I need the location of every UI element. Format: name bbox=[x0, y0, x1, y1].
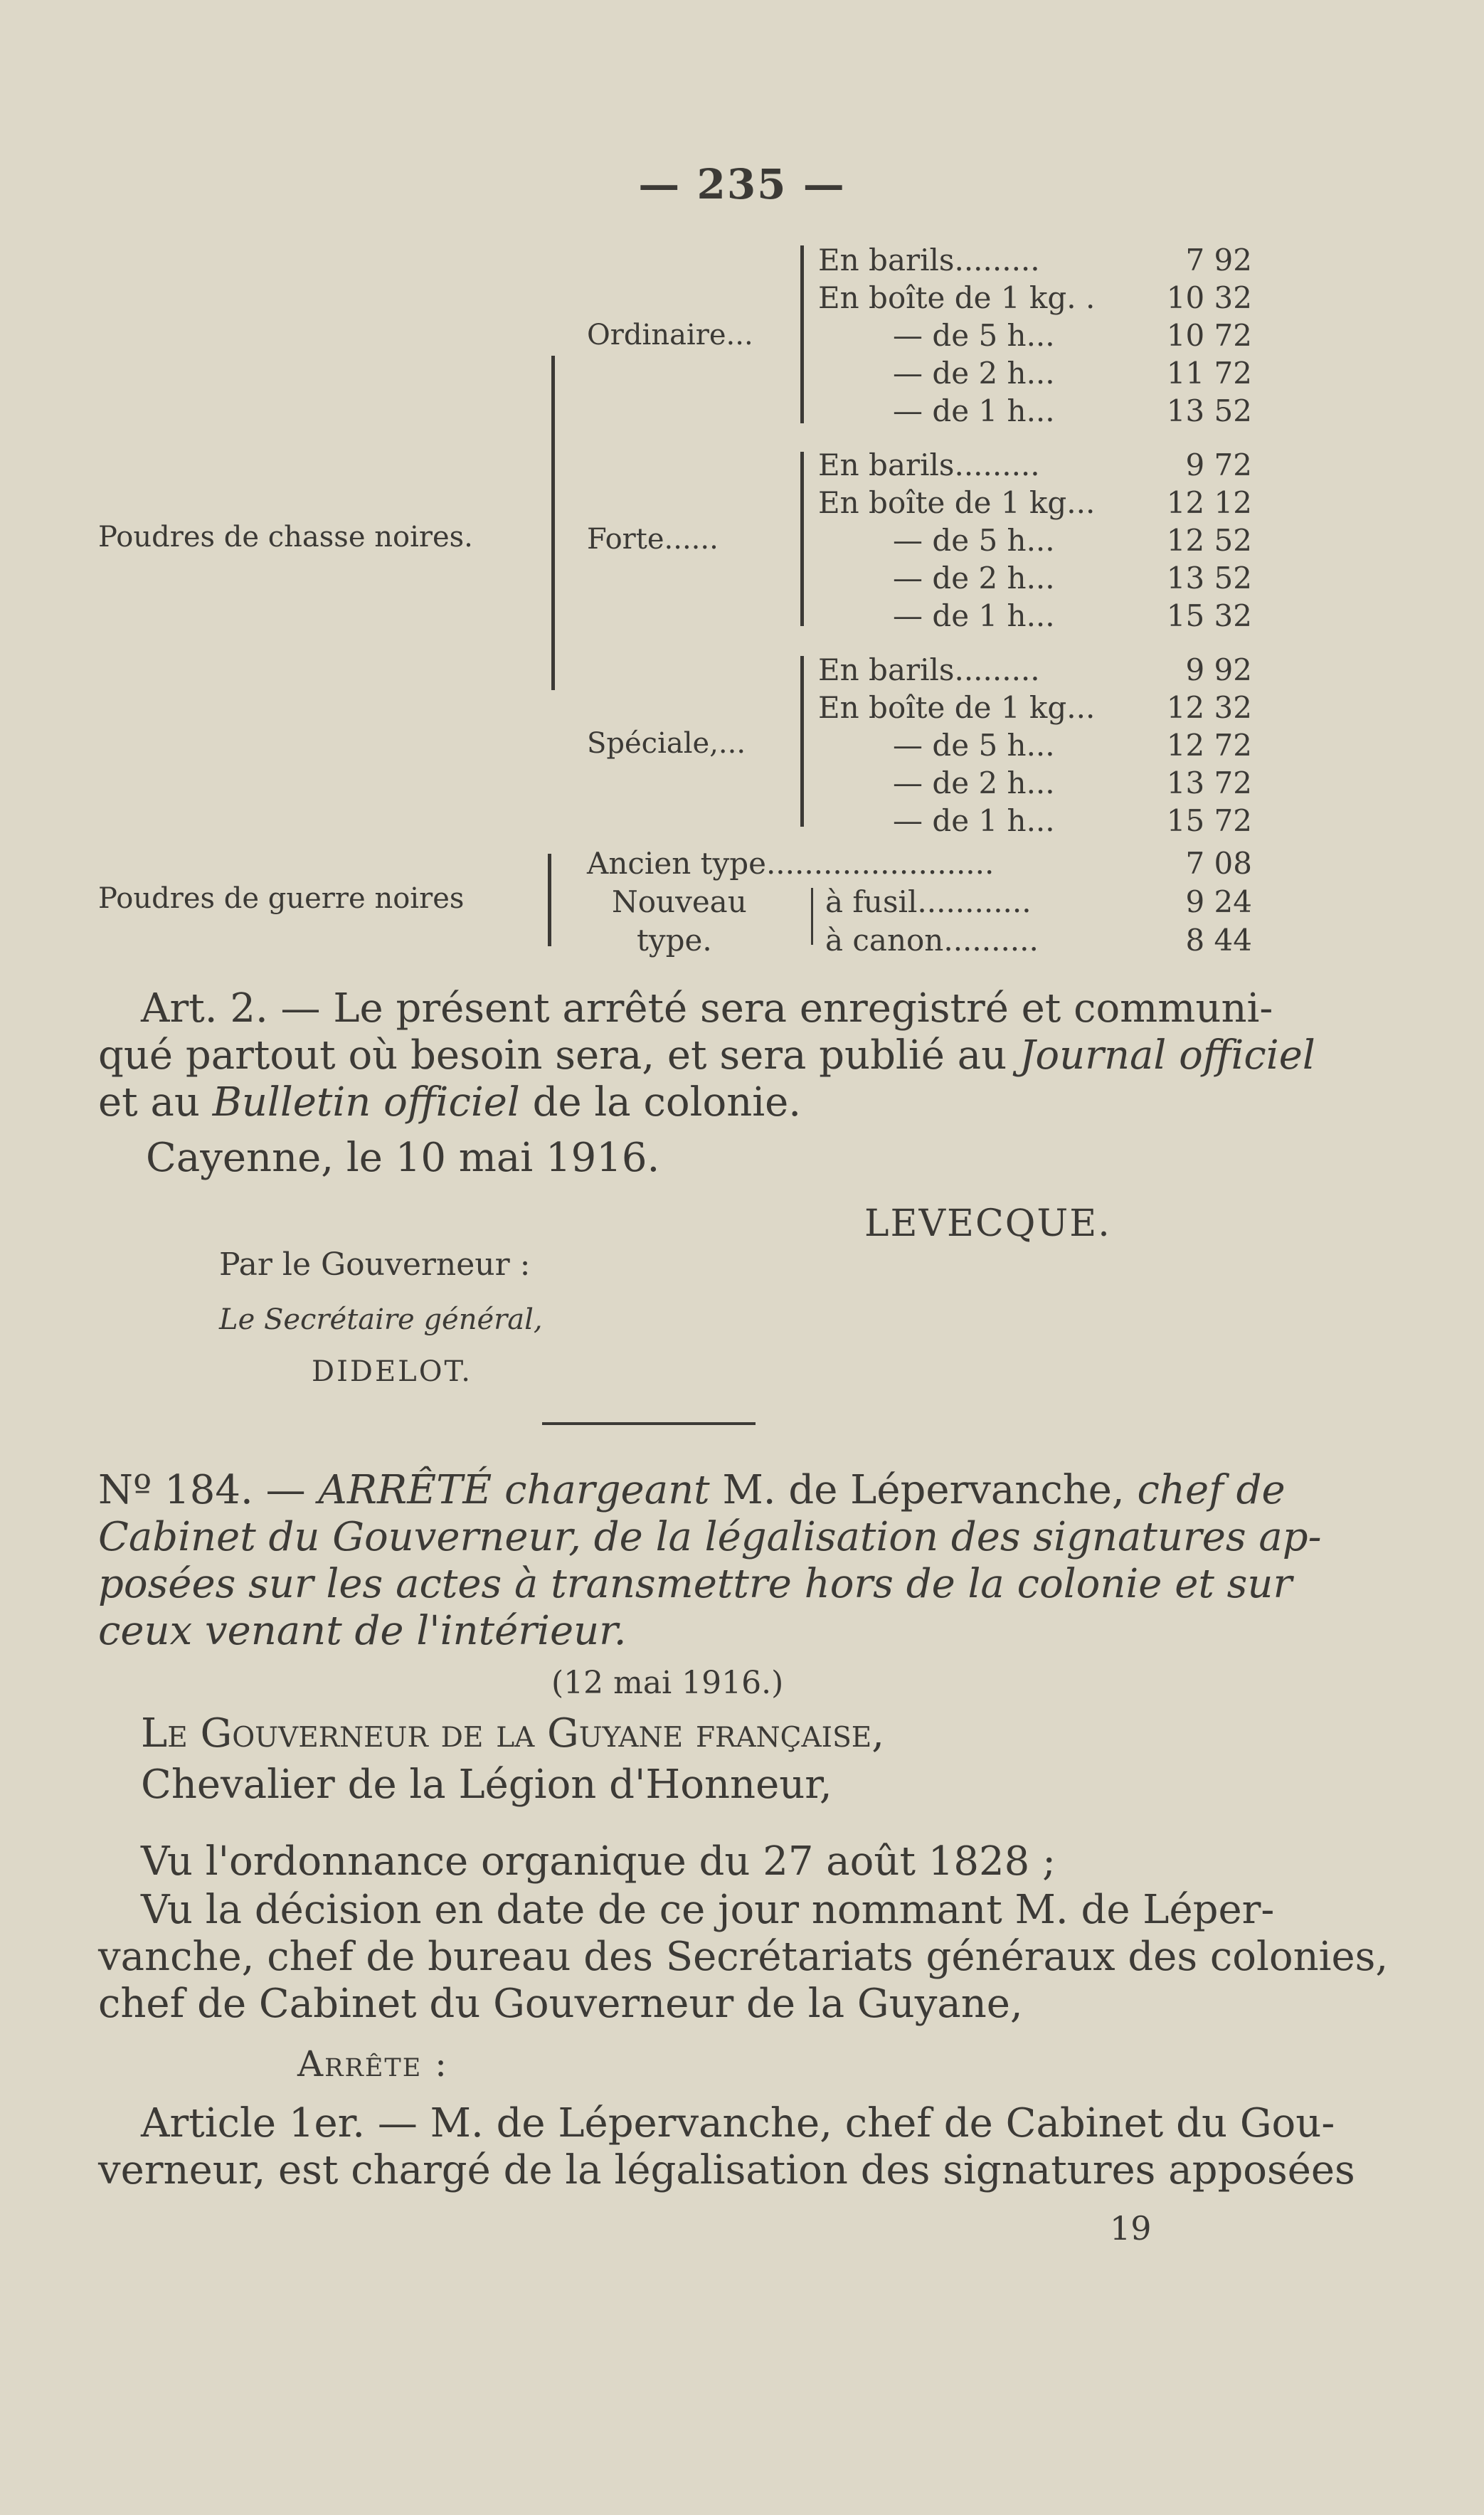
article1-line1: Article 1er. — M. de Lépervanche, chef de Cabinet du Gou- bbox=[141, 2100, 1335, 2146]
text: Le Gouverneur de la Guyane française, bbox=[141, 1710, 885, 1757]
row-desc: — de 2 h... bbox=[893, 561, 1055, 595]
separator-rule bbox=[542, 1422, 756, 1425]
row-desc: En barils......... bbox=[818, 652, 1040, 687]
text: qué partout où besoin sera, et sera publié au bbox=[98, 1032, 1019, 1079]
row-price: 9 92 bbox=[1185, 652, 1252, 687]
text: de la colonie. bbox=[519, 1079, 802, 1126]
gouverneur-line bbox=[141, 1710, 884, 1757]
row-desc: — de 5 h... bbox=[893, 523, 1055, 558]
par-le-gouverneur: Par le Gouverneur : bbox=[219, 1246, 531, 1283]
row-price: 12 12 bbox=[1166, 485, 1252, 520]
secretaire-general: Le Secrétaire général, bbox=[219, 1303, 543, 1336]
vu1: Vu l'ordonnance organique du 27 août 1828 ; bbox=[141, 1838, 1056, 1885]
arrete-word: ARRÊTÉ bbox=[318, 1467, 492, 1513]
arrete184-line3: posées sur les actes à transmettre hors de la colonie et sur bbox=[98, 1561, 1293, 1607]
row-price: 13 52 bbox=[1166, 561, 1252, 595]
art2-line3 bbox=[98, 1079, 801, 1126]
sub-label-forte: Forte...... bbox=[587, 523, 719, 556]
row-desc: En boîte de 1 kg. . bbox=[818, 280, 1096, 315]
row-price: 9 72 bbox=[1185, 448, 1252, 482]
arrete184-date: (12 mai 1916.) bbox=[551, 1665, 784, 1701]
row-desc: — de 2 h... bbox=[893, 766, 1055, 800]
row-price: 13 52 bbox=[1166, 393, 1252, 428]
arrete184-line2: Cabinet du Gouverneur, de la légalisation des signatures ap- bbox=[98, 1514, 1322, 1560]
row-desc-canon: à canon.......... bbox=[825, 923, 1039, 958]
row-price: 8 44 bbox=[1185, 923, 1252, 958]
name: M. de Lépervanche, bbox=[722, 1467, 1125, 1513]
row-price: 12 52 bbox=[1166, 523, 1252, 558]
vu2-line2: vanche, chef de bureau des Secrétariats généraux des colonies, bbox=[98, 1934, 1389, 1980]
signature-mark: 19 bbox=[1110, 2209, 1152, 2247]
row-price: 7 92 bbox=[1185, 243, 1252, 277]
group-label-guerre: Poudres de guerre noires bbox=[98, 882, 465, 915]
arrete-number: Nº 184. — bbox=[98, 1467, 319, 1513]
row-desc: En boîte de 1 kg... bbox=[818, 485, 1096, 520]
text: chef de bbox=[1124, 1467, 1286, 1513]
row-desc: — de 5 h... bbox=[893, 318, 1055, 353]
brace-ordinaire bbox=[800, 245, 804, 423]
journal-officiel: Journal officiel bbox=[1019, 1032, 1315, 1079]
row-desc: — de 1 h... bbox=[893, 393, 1055, 428]
text: et au bbox=[98, 1079, 213, 1126]
row-price: 10 32 bbox=[1166, 280, 1252, 315]
arrete184-line4: ceux venant de l'intérieur. bbox=[98, 1608, 627, 1654]
type-label: type. bbox=[637, 923, 712, 958]
vu2-line3: chef de Cabinet du Gouverneur de la Guyane, bbox=[98, 1981, 1023, 2027]
art2-line1: Art. 2. — Le présent arrêté sera enregistré et communi- bbox=[141, 985, 1273, 1032]
row-price: 10 72 bbox=[1166, 318, 1252, 353]
row-desc-ancien: Ancien type........................ bbox=[587, 846, 995, 881]
didelot: DIDELOT. bbox=[312, 1355, 473, 1388]
row-price: 7 08 bbox=[1185, 846, 1252, 881]
row-price: 11 72 bbox=[1166, 356, 1252, 391]
art2-line2 bbox=[98, 1032, 1315, 1079]
vu2-line1: Vu la décision en date de ce jour nommant M. de Léper- bbox=[141, 1887, 1275, 1933]
row-price: 12 72 bbox=[1166, 728, 1252, 763]
row-price: 15 72 bbox=[1166, 803, 1252, 838]
group-label-chasse: Poudres de chasse noires. bbox=[98, 521, 473, 554]
page-number: — 235 — bbox=[638, 160, 846, 208]
row-desc: — de 1 h... bbox=[893, 803, 1055, 838]
row-desc: — de 5 h... bbox=[893, 728, 1055, 763]
chevalier-line: Chevalier de la Légion d'Honneur, bbox=[141, 1762, 832, 1808]
row-desc: — de 1 h... bbox=[893, 598, 1055, 633]
brace-chasse bbox=[551, 356, 555, 690]
brace-nouveau bbox=[811, 888, 813, 945]
bulletin-officiel: Bulletin officiel bbox=[212, 1079, 520, 1126]
article1-line2: verneur, est chargé de la légalisation des signatures apposées bbox=[98, 2147, 1355, 2193]
brace-guerre bbox=[548, 854, 551, 946]
text: chargeant bbox=[492, 1467, 723, 1513]
brace-speciale bbox=[800, 656, 804, 827]
row-price: 15 32 bbox=[1166, 598, 1252, 633]
row-desc: — de 2 h... bbox=[893, 356, 1055, 391]
sub-label-speciale: Spéciale,... bbox=[587, 727, 746, 760]
row-price: 12 32 bbox=[1166, 690, 1252, 725]
row-price: 9 24 bbox=[1185, 884, 1252, 919]
nouveau-label: Nouveau bbox=[612, 884, 747, 919]
row-price: 13 72 bbox=[1166, 766, 1252, 800]
date-line: Cayenne, le 10 mai 1916. bbox=[146, 1135, 660, 1181]
row-desc-fusil: à fusil............ bbox=[825, 884, 1032, 919]
row-desc: En barils......... bbox=[818, 448, 1040, 482]
signature-levecque: LEVECQUE. bbox=[864, 1202, 1111, 1245]
arrete184-line1 bbox=[98, 1467, 1286, 1514]
row-desc: En boîte de 1 kg... bbox=[818, 690, 1096, 725]
sub-label-ordinaire: Ordinaire... bbox=[587, 319, 753, 351]
arrete-label: Arrête : bbox=[297, 2043, 448, 2085]
row-desc: En barils......... bbox=[818, 243, 1040, 277]
brace-forte bbox=[800, 452, 804, 626]
